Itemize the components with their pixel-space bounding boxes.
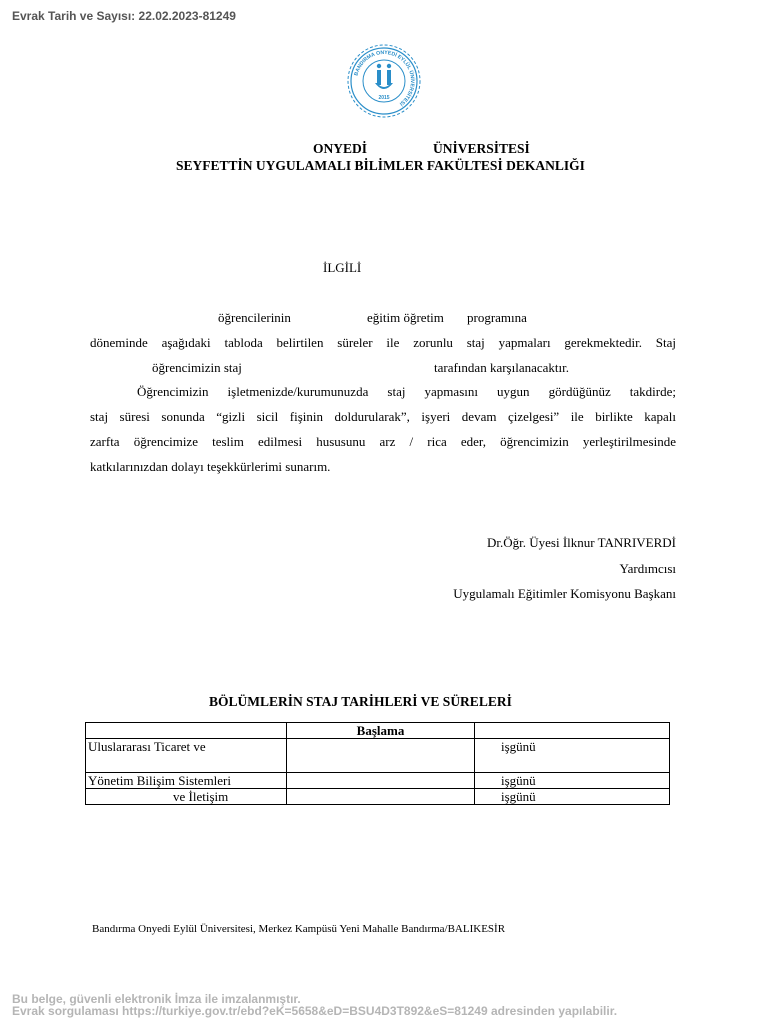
table-row — [86, 773, 670, 789]
signatory-title: Yardımcısı — [619, 561, 676, 576]
para2-line1: Öğrencimizin işletmenizde/kurumunuzda staj yapmasını uygun gördüğünüz takdirde; — [137, 384, 676, 399]
table-cell-department: ve İletişim — [86, 789, 287, 805]
table-row — [86, 739, 670, 773]
table-header-cell — [475, 723, 670, 739]
para1-line3-a: öğrencimizin staj — [152, 360, 242, 375]
para2-line3: zarfta öğrencimize teslim edilmesi hususunu arz / rica eder, öğrencimizin yerleştirilmesinde — [90, 434, 676, 449]
table-cell-start — [287, 773, 475, 789]
signatory-name: Dr.Öğr. Üyesi İlknur TANRIVERDİ — [486, 535, 676, 550]
table-cell-duration: işgünü — [475, 739, 670, 773]
para2-line2: staj süresi sonunda “gizli sicil fişinin doldurularak”, işyeri devam çizelgesi” ile birlikte kapalı — [90, 409, 676, 424]
logo-year: 2015 — [378, 95, 390, 101]
table-title: BÖLÜMLERİN STAJ TARİHLERİ VE SÜRELERİ — [209, 694, 512, 709]
document-date-number: Evrak Tarih ve Sayısı: 22.02.2023-81249 — [12, 9, 236, 23]
ilgili-label: İLGİLİ — [323, 260, 362, 275]
signatory-role: Uygulamalı Eğitimler Komisyonu Başkanı — [453, 586, 676, 601]
footer-address: Bandırma Onyedi Eylül Üniversitesi, Merkez Kampüsü Yeni Mahalle Bandırma/BALIKESİR — [92, 923, 506, 935]
para1-line1-c: programına — [467, 310, 527, 325]
table-cell-department: Yönetim Bilişim Sistemleri — [86, 773, 287, 789]
internship-table — [85, 722, 670, 805]
table-cell-department: Uluslararası Ticaret ve — [86, 739, 287, 773]
university-logo — [346, 43, 422, 119]
table-cell-duration: işgünü — [475, 773, 670, 789]
para1-line3-b: tarafından karşılanacaktır. — [434, 360, 569, 375]
logo-ring-text: BANDIRMA ONYEDİ EYLÜL ÜNİVERSİTESİ — [353, 49, 416, 107]
para2-line4: katkılarınızdan dolayı teşekkürlerimi sunarım. — [90, 459, 331, 474]
header-university-part1: ONYEDİ — [313, 141, 368, 156]
para1-line1-b: eğitim öğretim — [367, 310, 444, 325]
table-header-cell: Başlama — [287, 723, 475, 739]
e-signature-note: Bu belge, güvenli elektronik İmza ile imzalanmıştır. — [12, 992, 301, 1006]
header-university-part2: ÜNİVERSİTESİ — [433, 141, 530, 156]
table-header-row — [86, 723, 670, 739]
table-cell-duration: işgünü — [475, 789, 670, 805]
para1-line2: döneminde aşağıdaki tabloda belirtilen süreler ile zorunlu staj yapmaları gerekmektedir. Staj — [90, 335, 676, 350]
table-cell-start — [287, 789, 475, 805]
table-row — [86, 789, 670, 805]
para1-line1-a: öğrencilerinin — [218, 310, 291, 325]
verification-note: Evrak sorgulaması https://turkiye.gov.tr/ebd?eK=5658&eD=BSU4D3T892&eS=81249 adresinden yapılabilir. — [12, 1004, 618, 1018]
header-faculty: SEYFETTİN UYGULAMALI BİLİMLER FAKÜLTESİ DEKANLIĞI — [176, 158, 585, 173]
table-cell-start — [287, 739, 475, 773]
table-header-cell — [86, 723, 287, 739]
